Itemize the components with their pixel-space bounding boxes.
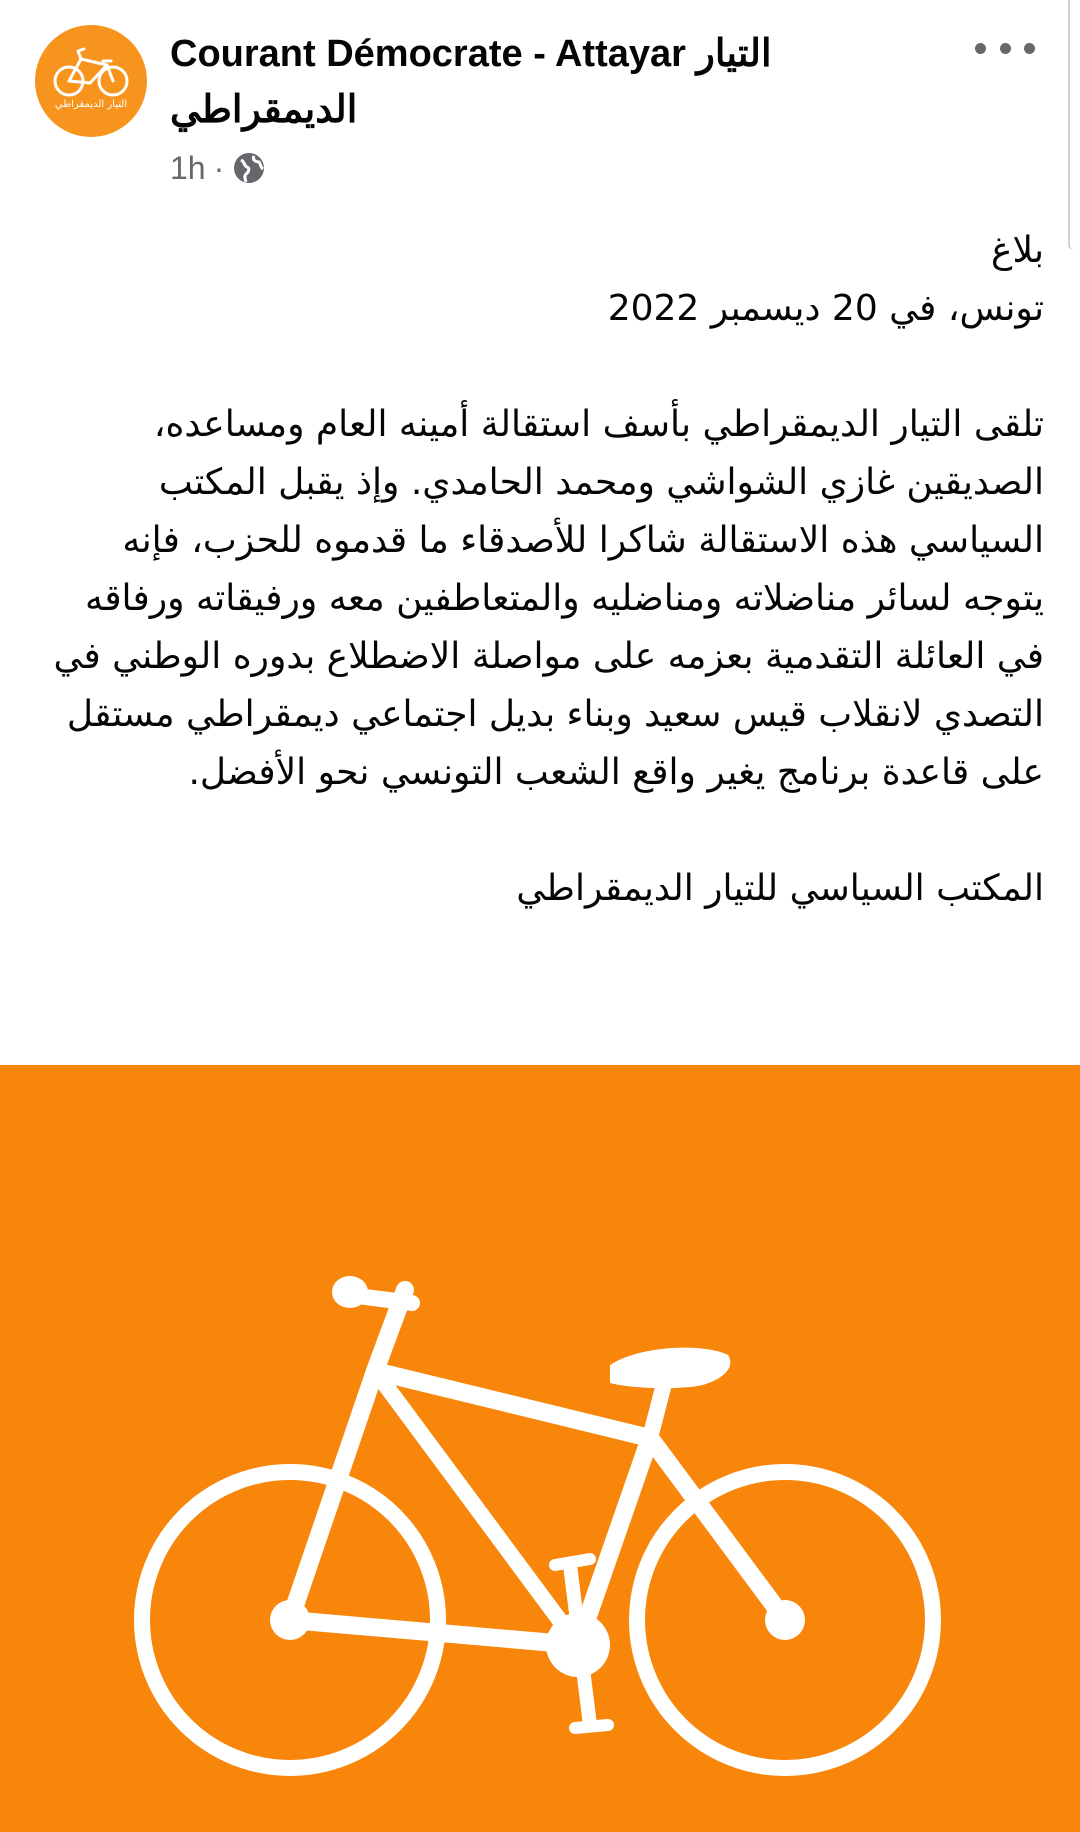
post-header [0,0,1080,210]
page-avatar[interactable] [35,25,147,137]
page-name-link[interactable]: Courant Démocrate - Attayar التيار الديمقراطي [170,33,772,131]
more-options-button[interactable] [975,28,1035,68]
post-body [40,222,1044,918]
avatar-label: التيار الديمقراطي [54,99,128,110]
post-heading: بلاغ [991,230,1044,271]
more-dot-icon [975,43,986,54]
post-image[interactable] [0,1065,1080,1832]
post-paragraph: تلقى التيار الديمقراطي بأسف استقالة أمينه العام ومساعده، الصديقين غازي الشواشي ومحمد الحامدي. وإذ يقبل المكتب السياسي هذه الاستقالة شاكرا للأصدقاء ما قدموه للحزب، فإنه يتوجه لسائر مناضلاته ومناضليه والمتعاطفين معه ورفيقاته ورفاقه في العائلة التقدمية بعزمه على مواصلة الاضطلاع بدوره الوطني في التصدي لانقلاب قيس سعيد وبناء بديل اجتماعي ديمقراطي مستقل على قاعدة برنامج يغير واقع الشعب التونسي نحو الأفضل. [53,404,1044,793]
post-signature: المكتب السياسي للتيار الديمقراطي [516,868,1044,909]
bicycle-icon [0,1065,1080,1832]
globe-icon[interactable] [232,151,266,185]
bicycle-logo-icon [35,25,147,137]
post-timestamp[interactable]: 1h [170,149,206,186]
post-meta [170,148,266,188]
post-place-date: تونس، في 20 ديسمبر 2022 [607,288,1044,329]
meta-separator: · [213,149,225,186]
more-dot-icon [1000,43,1011,54]
scrollbar[interactable] [1068,0,1080,250]
more-dot-icon [1024,43,1035,54]
